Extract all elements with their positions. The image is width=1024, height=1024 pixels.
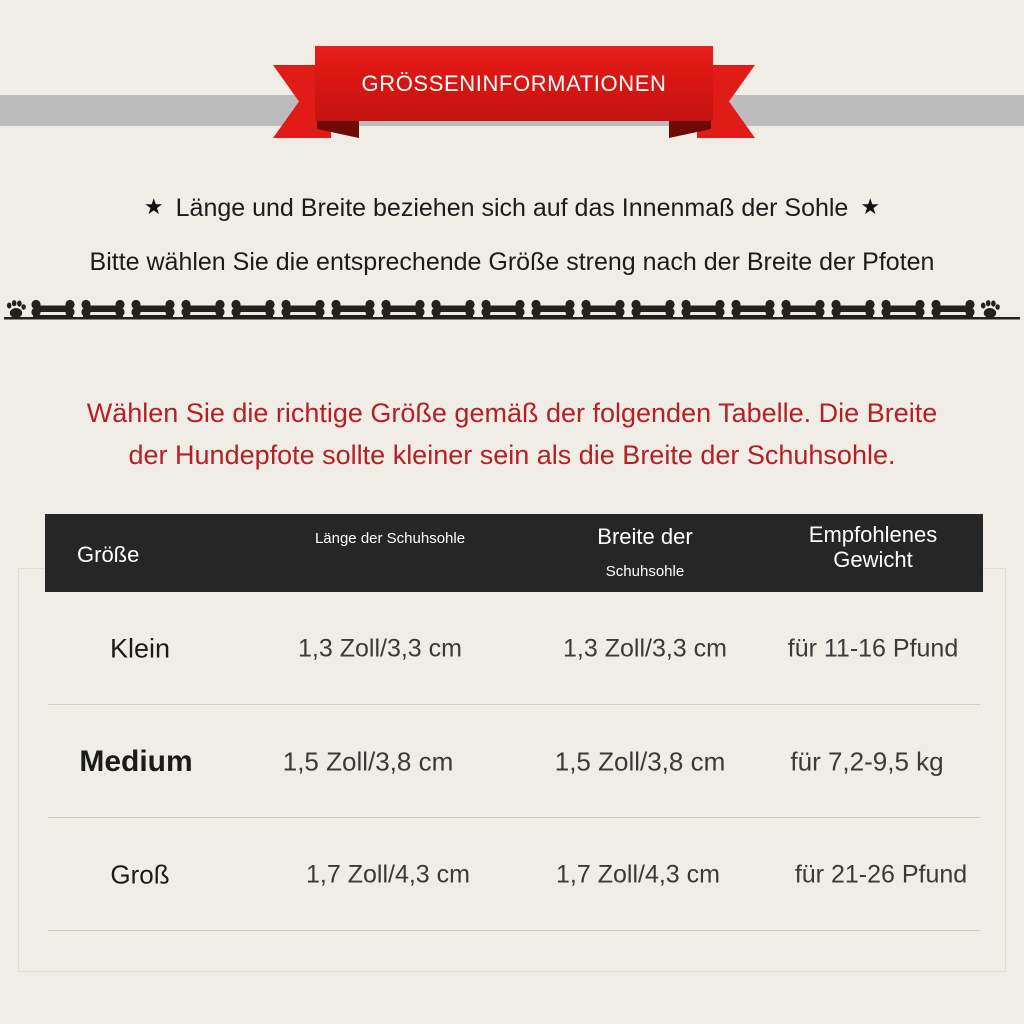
table-row xyxy=(45,705,983,818)
cell-length: 1,7 Zoll/4,3 cm xyxy=(306,860,470,888)
intro-line-1 xyxy=(0,180,1024,235)
column-header-width-line2: Schuhsohle xyxy=(605,563,685,581)
column-header-length: Länge der Schuhsohle xyxy=(314,530,466,547)
cell-weight: für 11-16 Pfund xyxy=(787,634,959,662)
cell-size: Groß xyxy=(110,859,170,889)
column-header-size: Größe xyxy=(77,542,140,567)
cell-weight: für 21-26 Pfund xyxy=(794,860,968,888)
cell-length: 1,3 Zoll/3,3 cm xyxy=(298,634,462,662)
banner-title: GRÖSSENINFORMATIONEN xyxy=(361,70,667,96)
bone-divider xyxy=(4,296,1020,324)
intro-text-block xyxy=(0,180,1024,289)
column-header-weight-line1: Empfohlenes xyxy=(808,522,938,547)
star-icon-right: ★ xyxy=(860,194,881,219)
column-header-width-line1: Breite der xyxy=(597,524,693,549)
star-icon-left: ★ xyxy=(143,194,164,219)
banner-area xyxy=(0,0,1024,150)
cell-length: 1,5 Zoll/3,8 cm xyxy=(282,746,454,776)
size-note xyxy=(0,392,1024,476)
intro-line-2: Bitte wählen Sie die entsprechende Größe streng nach der Breite der Pfoten xyxy=(89,248,935,276)
row-separator xyxy=(48,930,980,931)
cell-width: 1,3 Zoll/3,3 cm xyxy=(563,634,727,662)
cell-size: Klein xyxy=(109,633,171,663)
table-row xyxy=(45,818,983,931)
ribbon-body xyxy=(315,46,713,121)
size-note-line-1: Wählen Sie die richtige Größe gemäß der folgenden Tabelle. Die Breite xyxy=(86,398,938,428)
bone-divider-graphic xyxy=(4,296,1020,324)
cell-width: 1,7 Zoll/4,3 cm xyxy=(556,860,720,888)
size-note-line-2: der Hundepfote sollte kleiner sein als die Breite der Schuhsohle. xyxy=(128,440,896,470)
column-header-weight-line2: Gewicht xyxy=(833,547,913,573)
ribbon xyxy=(273,46,755,138)
table-row xyxy=(45,592,983,705)
cell-size: Medium xyxy=(79,744,193,778)
column-header-weight xyxy=(763,522,983,573)
cell-weight: für 7,2-9,5 kg xyxy=(790,746,944,776)
size-table xyxy=(45,514,983,931)
intro-line-1-text: Länge und Breite beziehen sich auf das Innenmaß der Sohle xyxy=(175,194,849,222)
table-header-row xyxy=(45,514,983,592)
column-header-width xyxy=(515,524,775,581)
cell-width: 1,5 Zoll/3,8 cm xyxy=(554,746,726,776)
